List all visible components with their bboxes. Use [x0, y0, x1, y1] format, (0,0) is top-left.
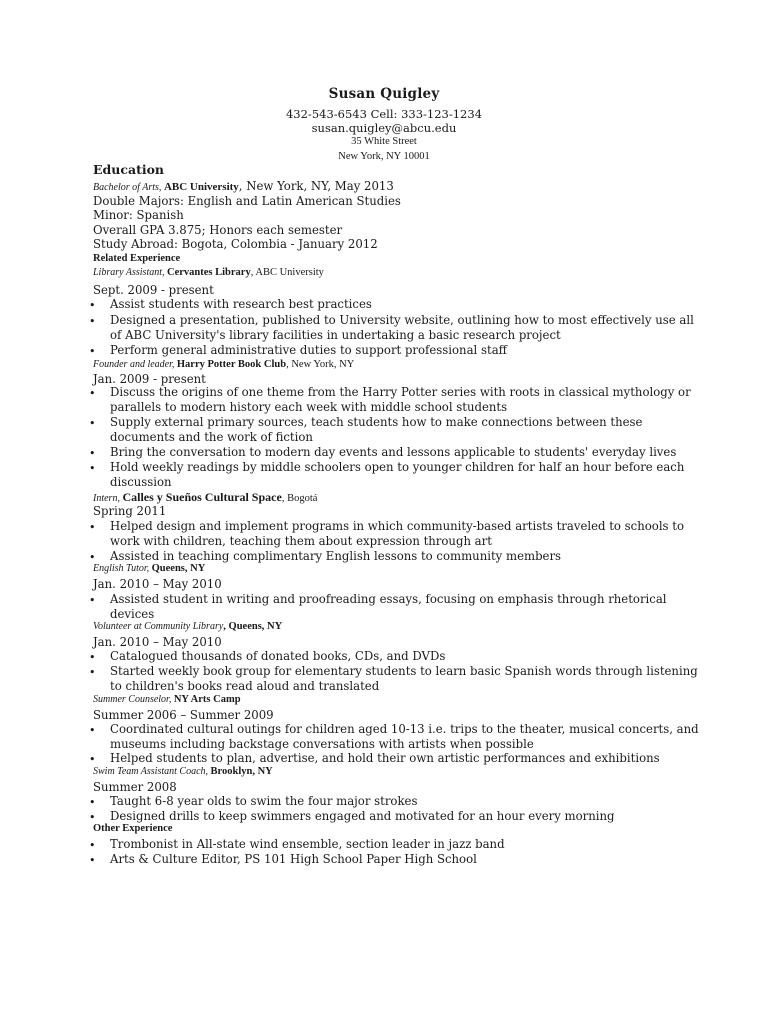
job-organization: NY Arts Camp	[173, 694, 241, 705]
job-title-line	[93, 490, 317, 505]
job-organization: , Queens, NY	[223, 621, 283, 632]
education-detail: Overall GPA 3.875; Honors each semester	[93, 223, 343, 237]
bullet-icon: •	[89, 594, 96, 607]
job-title-line	[93, 359, 354, 370]
bullet-icon: •	[89, 299, 96, 312]
bullet-icon: •	[89, 447, 96, 460]
job-title: Swim Team Assistant Coach,	[93, 766, 211, 777]
bullet-text: parallels to modern history each week with middle school students	[110, 400, 508, 414]
bullet-text: Supply external primary sources, teach students how to make connections between these	[110, 415, 643, 429]
bullet-text: Discuss the origins of one theme from the Harry Potter series with roots in classical mythology or	[110, 385, 691, 399]
job-location: , New York, NY	[286, 359, 355, 370]
job-organization: Harry Potter Book Club	[176, 359, 287, 370]
education-heading: Education	[93, 162, 165, 177]
phone-line: 432-543-6543 Cell: 333-123-1234	[285, 107, 483, 121]
bullet-text: Coordinated cultural outings for children aged 10-13 i.e. trips to the theater, musical concerts, and	[110, 722, 699, 736]
job-organization: Brooklyn, NY	[210, 766, 273, 777]
bullet-icon: •	[89, 417, 96, 430]
related-experience-heading: Related Experience	[93, 253, 181, 264]
bullet-text: devices	[110, 607, 155, 621]
bullet-text: Assist students with research best practices	[110, 297, 372, 311]
city-line: New York, NY 10001	[338, 151, 430, 162]
job-title: English Tutor,	[93, 563, 152, 574]
bullet-icon: •	[89, 462, 96, 475]
bullet-text: Bring the conversation to modern day events and lessons applicable to students' everyday lives	[110, 445, 677, 459]
bullet-text: Helped design and implement programs in which community-based artists traveled to schools to	[110, 519, 685, 533]
job-title-line	[93, 621, 282, 632]
bullet-icon: •	[89, 811, 96, 824]
job-title: Library Assistant,	[93, 267, 167, 278]
job-title: Volunteer at Community Library	[93, 621, 224, 632]
bullet-icon: •	[89, 666, 96, 679]
bullet-icon: •	[89, 315, 96, 328]
job-organization: Queens, NY	[151, 563, 206, 574]
bullet-text: Started weekly book group for elementary students to learn basic Spanish words through listening	[110, 664, 698, 678]
job-dates: Summer 2008	[93, 780, 177, 794]
education-detail: Minor: Spanish	[93, 208, 184, 222]
bullet-text: of ABC University's library facilities in undertaking a basic research project	[110, 328, 561, 342]
bullet-icon: •	[89, 551, 96, 564]
bullet-text: Helped students to plan, advertise, and hold their own artistic performances and exhibitions	[110, 751, 660, 765]
job-dates: Spring 2011	[93, 504, 167, 518]
other-experience-heading: Other Experience	[93, 823, 173, 834]
job-title-line	[93, 267, 324, 278]
bullet-icon: •	[89, 387, 96, 400]
job-title: Summer Counselor,	[93, 694, 174, 705]
job-dates: Jan. 2010 – May 2010	[93, 577, 222, 591]
school-location: , New York, NY, May 2013	[238, 179, 394, 193]
bullet-text: Arts & Culture Editor, PS 101 High School Paper High School	[110, 852, 477, 866]
degree-title: Bachelor of Arts,	[93, 182, 164, 193]
job-dates: Jan. 2010 – May 2010	[93, 635, 222, 649]
job-dates: Summer 2006 – Summer 2009	[93, 708, 274, 722]
education-detail: Double Majors: English and Latin American Studies	[93, 194, 401, 208]
bullet-text: Taught 6-8 year olds to swim the four major strokes	[110, 794, 418, 808]
job-organization: Cervantes Library	[167, 267, 251, 278]
resume-name: Susan Quigley	[328, 86, 440, 102]
bullet-text: Assisted in teaching complimentary English lessons to community members	[110, 549, 562, 563]
bullet-text: Hold weekly readings by middle schoolers open to younger children for half an hour before each	[110, 460, 685, 474]
bullet-icon: •	[89, 839, 96, 852]
bullet-text: documents and the work of fiction	[110, 430, 313, 444]
education-detail: Study Abroad: Bogota, Colombia - January 2012	[93, 237, 378, 251]
bullet-icon: •	[89, 753, 96, 766]
bullet-text: museums including backstage conversations with artists when possible	[110, 737, 534, 751]
bullet-icon: •	[89, 854, 96, 867]
degree-line	[93, 179, 394, 193]
bullet-text: Catalogued thousands of donated books, CDs, and DVDs	[110, 649, 446, 663]
bullet-icon: •	[89, 796, 96, 809]
bullet-icon: •	[89, 345, 96, 358]
bullet-text: work with children, teaching them about expression through art	[110, 534, 492, 548]
job-title-line	[93, 766, 273, 777]
job-location: , Bogotá	[281, 493, 318, 504]
job-organization: Calles y Sueños Cultural Space	[122, 490, 282, 504]
bullet-text: Designed a presentation, published to University website, outlining how to most effectively use all	[110, 313, 694, 327]
job-location: , ABC University	[250, 267, 324, 278]
job-dates: Sept. 2009 - present	[93, 283, 214, 297]
bullet-icon: •	[89, 651, 96, 664]
bullet-text: Designed drills to keep swimmers engaged and motivated for an hour every morning	[110, 809, 615, 823]
bullet-text: Assisted student in writing and proofreading essays, focusing on emphasis through rhetorical	[110, 592, 667, 606]
job-title: Founder and leader,	[93, 359, 177, 370]
bullet-icon: •	[89, 724, 96, 737]
bullet-text: to children's books read aloud and translated	[110, 679, 380, 693]
bullet-text: Trombonist in All-state wind ensemble, section leader in jazz band	[110, 837, 505, 851]
job-title: Intern,	[93, 493, 123, 504]
job-title-line	[93, 694, 241, 705]
bullet-text: Perform general administrative duties to support professional staff	[110, 343, 507, 357]
job-dates: Jan. 2009 - present	[93, 372, 206, 386]
school-name: ABC University	[163, 181, 239, 193]
job-title-line	[93, 563, 205, 574]
bullet-text: discussion	[110, 475, 172, 489]
street-address: 35 White Street	[351, 136, 417, 147]
email-line: susan.quigley@abcu.edu	[311, 121, 457, 135]
bullet-icon: •	[89, 521, 96, 534]
